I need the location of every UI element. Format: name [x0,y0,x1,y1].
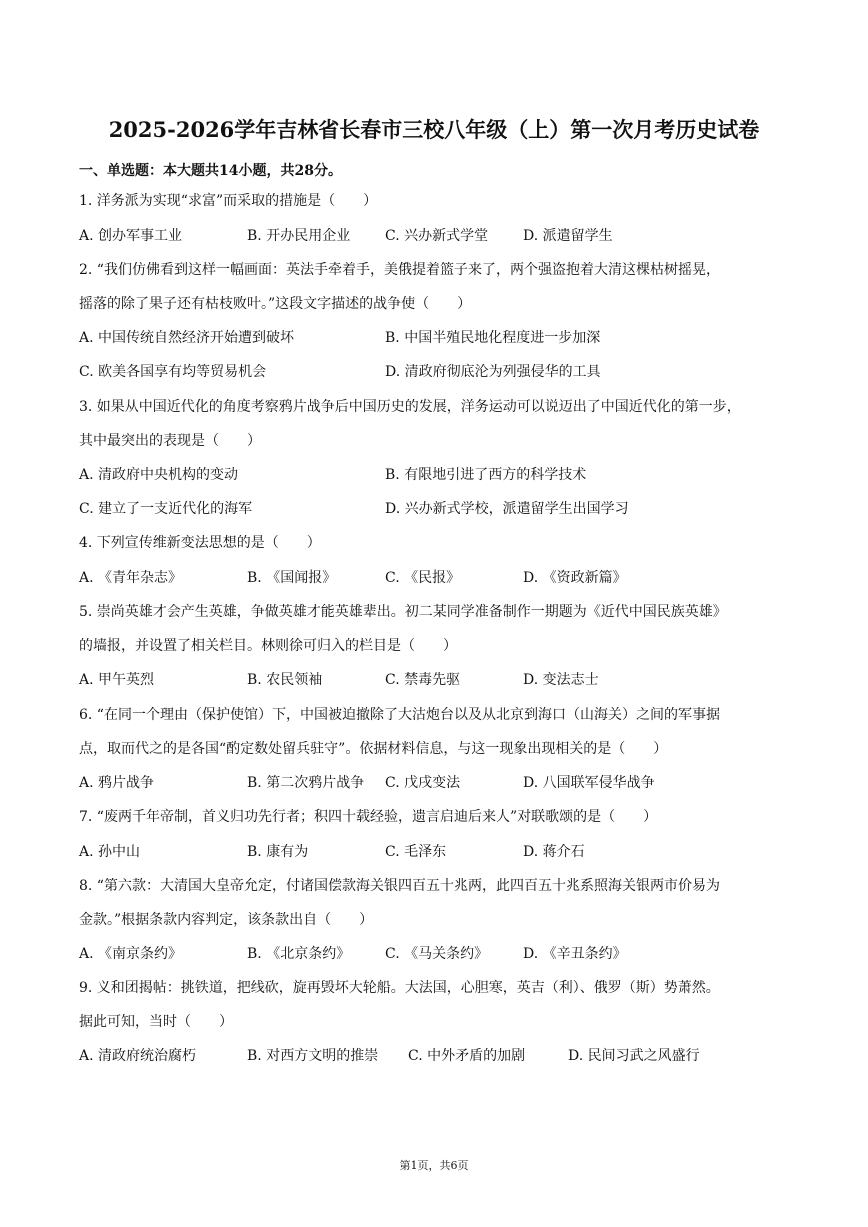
question-1-option-b[interactable]: B. 开办民用企业 [247,228,351,244]
question-7-stem: 7. “废两千年帝制，首义归功先行者；积四十载经验，遗言启迪后来人”对联歌颂的是（ ） [79,809,658,825]
question-2-stem-line-2: 摇落的除了果子还有枯枝败叶。”这段文字描述的战争使（ ） [79,296,472,312]
question-3-option-d[interactable]: D. 兴办新式学校，派遣留学生出国学习 [385,501,629,517]
question-2-option-c[interactable]: C. 欧美各国享有均等贸易机会 [79,364,267,380]
question-4-stem: 4. 下列宣传维新变法思想的是（ ） [79,535,321,551]
question-7-option-d[interactable]: D. 蒋介石 [523,844,585,860]
question-1-option-c[interactable]: C. 兴办新式学堂 [385,228,489,244]
question-2-option-d[interactable]: D. 清政府彻底沦为列强侵华的工具 [385,364,601,380]
question-6-option-b[interactable]: B. 第二次鸦片战争 [247,775,365,791]
question-6-stem-line-1: 6. “在同一个理由（保护使馆）下，中国被迫撤除了大沽炮台以及从北京到海口（山海关）之间的军事据 [79,707,720,723]
question-7-option-a[interactable]: A. 孙中山 [79,844,141,860]
question-4-option-a[interactable]: A. 《青年杂志》 [79,570,183,586]
question-4-option-c[interactable]: C. 《民报》 [385,570,461,586]
question-9-stem-line-1: 9. 义和团揭帖：挑铁道，把线砍，旋再毁坏大轮船。大法国，心胆寒，英吉（利）、俄罗（斯）势萧然。 [79,980,720,996]
question-4-option-b[interactable]: B. 《国闻报》 [247,570,337,586]
question-4-option-d[interactable]: D. 《资政新篇》 [523,570,627,586]
question-6-option-a[interactable]: A. 鸦片战争 [79,775,155,791]
question-8-stem-line-1: 8. “第六款：大清国大皇帝允定，付诸国偿款海关银四百五十兆两，此四百五十兆系照海关银两市价易为 [79,878,720,894]
question-3-option-b[interactable]: B. 有限地引进了西方的科学技术 [385,467,587,483]
question-9-option-d[interactable]: D. 民间习武之风盛行 [568,1048,700,1064]
question-3-stem-line-2: 其中最突出的表现是（ ） [79,433,261,449]
question-3-stem-line-1: 3. 如果从中国近代化的角度考察鸦片战争后中国历史的发展，洋务运动可以说迈出了中国近代化的第一步， [79,399,741,415]
question-8-option-c[interactable]: C. 《马关条约》 [385,946,489,962]
question-1-stem: 1. 洋务派为实现“求富”而采取的措施是（ ） [79,193,378,209]
question-3-option-a[interactable]: A. 清政府中央机构的变动 [79,467,239,483]
page-footer: 第1页，共6页 [399,1159,469,1172]
question-7-option-c[interactable]: C. 毛泽东 [385,844,447,860]
question-8-option-b[interactable]: B. 《北京条约》 [247,946,351,962]
question-9-stem-line-2: 据此可知，当时（ ） [79,1014,233,1030]
question-6-option-d[interactable]: D. 八国联军侵华战争 [523,775,655,791]
question-8-stem-line-2: 金款。”根据条款内容判定，该条款出自（ ） [79,912,374,928]
question-3-option-c[interactable]: C. 建立了一支近代化的海军 [79,501,253,517]
question-6-stem-line-2: 点，取而代之的是各国“酌定数处留兵驻守”。依据材料信息，与这一现象出现相关的是（ ） [79,741,668,757]
question-1-option-d[interactable]: D. 派遣留学生 [523,228,613,244]
question-9-option-b[interactable]: B. 对西方文明的推崇 [247,1048,379,1064]
question-8-option-d[interactable]: D. 《辛丑条约》 [523,946,627,962]
question-8-option-a[interactable]: A. 《南京条约》 [79,946,183,962]
question-5-stem-line-1: 5. 崇尚英雄才会产生英雄，争做英雄才能英雄辈出。初二某同学准备制作一期题为《近代中国民族英雄》 [79,604,727,620]
exam-title: 2025-2026学年吉林省长春市三校八年级（上）第一次月考历史试卷 [108,117,760,142]
question-5-option-b[interactable]: B. 农民领袖 [247,672,323,688]
question-5-option-c[interactable]: C. 禁毒先驱 [385,672,461,688]
section-heading: 一、单选题：本大题共14小题，共28分。 [79,163,342,179]
question-6-option-c[interactable]: C. 戊戌变法 [385,775,461,791]
question-2-option-b[interactable]: B. 中国半殖民地化程度进一步加深 [385,330,601,346]
question-2-stem-line-1: 2. “我们仿佛看到这样一幅画面：英法手牵着手，美俄提着篮子来了，两个强盗抱着大清这棵枯树摇晃， [79,262,720,278]
question-2-option-a[interactable]: A. 中国传统自然经济开始遭到破坏 [79,330,295,346]
question-9-option-a[interactable]: A. 清政府统治腐朽 [79,1048,197,1064]
question-7-option-b[interactable]: B. 康有为 [247,844,309,860]
question-5-option-d[interactable]: D. 变法志士 [523,672,599,688]
question-1-option-a[interactable]: A. 创办军事工业 [79,228,183,244]
question-9-option-c[interactable]: C. 中外矛盾的加剧 [408,1048,526,1064]
question-5-option-a[interactable]: A. 甲午英烈 [79,672,155,688]
question-5-stem-line-2: 的墙报，并设置了相关栏目。林则徐可归入的栏目是（ ） [79,638,457,654]
